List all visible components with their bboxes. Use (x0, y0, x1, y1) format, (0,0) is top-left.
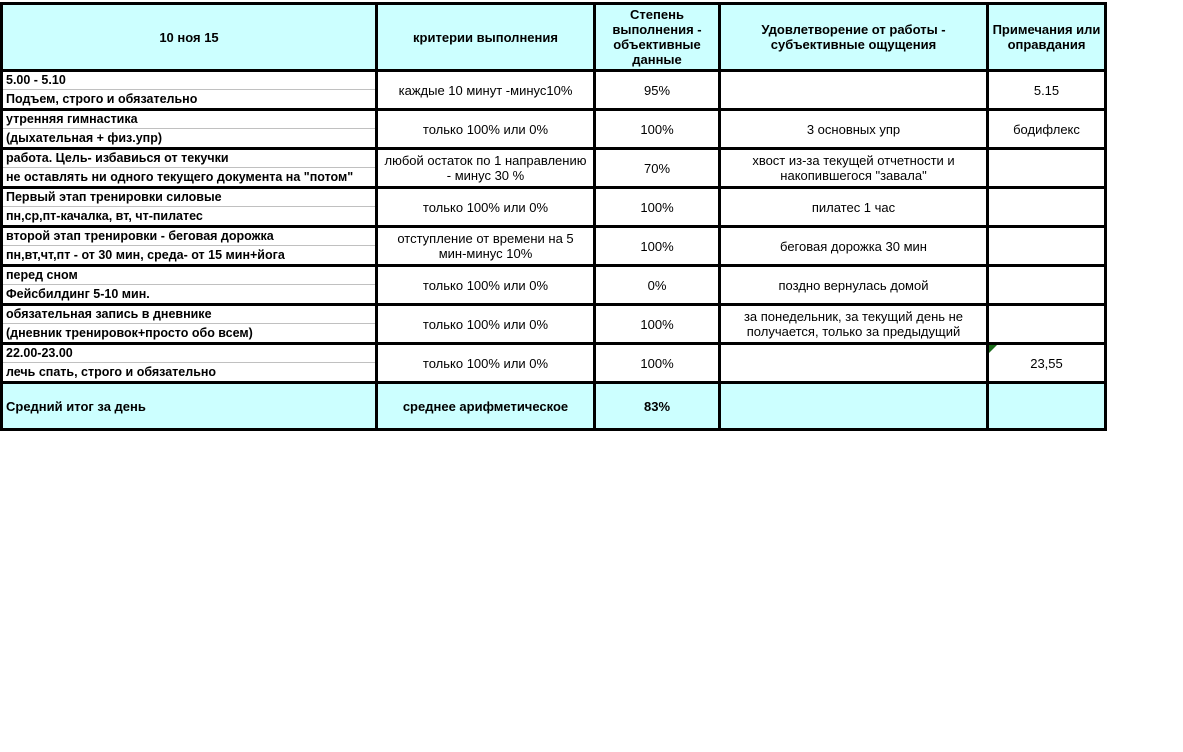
habit-tracking-table (0, 2, 1107, 431)
task-line1: работа. Цель- избавиься от текучки (6, 151, 229, 165)
summary-criteria-cell[interactable]: среднее арифметическое (377, 383, 595, 430)
note-cell[interactable] (988, 305, 1106, 344)
task-cell[interactable] (2, 110, 377, 149)
table-row (2, 344, 1106, 383)
note-cell[interactable]: 5.15 (988, 71, 1106, 110)
task-line2: лечь спать, строго и обязательно (3, 362, 375, 381)
task-line2: пн,ср,пт-качалка, вт, чт-пилатес (3, 206, 375, 225)
table-row (2, 110, 1106, 149)
satisfaction-cell[interactable]: 3 основных упр (720, 110, 988, 149)
degree-cell[interactable]: 0% (595, 266, 720, 305)
table-row (2, 227, 1106, 266)
criteria-cell[interactable]: отступление от времени на 5 мин-минус 10% (377, 227, 595, 266)
note-cell[interactable]: бодифлекс (988, 110, 1106, 149)
notes-header-cell[interactable]: Примечания или оправдания (988, 4, 1106, 71)
task-line2: Подъем, строго и обязательно (3, 89, 375, 108)
task-line2: пн,вт,чт,пт - от 30 мин, среда- от 15 мин+йога (3, 245, 375, 264)
degree-cell[interactable]: 100% (595, 305, 720, 344)
task-cell[interactable] (2, 305, 377, 344)
task-line2: Фейсбилдинг 5-10 мин. (3, 284, 375, 303)
task-line1: второй этап тренировки - беговая дорожка (6, 229, 274, 243)
task-cell[interactable] (2, 227, 377, 266)
task-cell[interactable] (2, 344, 377, 383)
task-line1: Первый этап тренировки силовые (6, 190, 222, 204)
criteria-cell[interactable]: только 100% или 0% (377, 110, 595, 149)
satisfaction-cell[interactable]: хвост из-за текущей отчетности и накопившегося "завала" (720, 149, 988, 188)
task-cell[interactable] (2, 149, 377, 188)
task-cell[interactable] (2, 71, 377, 110)
degree-cell[interactable]: 100% (595, 110, 720, 149)
table-row (2, 266, 1106, 305)
table-row (2, 305, 1106, 344)
satisfaction-cell[interactable] (720, 344, 988, 383)
satisfaction-cell[interactable]: за понедельник, за текущий день не получается, только за предыдущий (720, 305, 988, 344)
task-cell[interactable] (2, 266, 377, 305)
task-line1: 22.00-23.00 (6, 346, 73, 360)
criteria-cell[interactable]: только 100% или 0% (377, 188, 595, 227)
note-cell[interactable] (988, 266, 1106, 305)
task-line2: не оставлять ни одного текущего документа на "потом" (3, 167, 375, 186)
summary-degree-cell[interactable]: 83% (595, 383, 720, 430)
degree-cell[interactable]: 95% (595, 71, 720, 110)
summary-satisfaction-cell[interactable] (720, 383, 988, 430)
criteria-cell[interactable]: только 100% или 0% (377, 344, 595, 383)
table-row (2, 188, 1106, 227)
task-line2: (дневник тренировок+просто обо всем) (3, 323, 375, 342)
note-cell[interactable] (988, 227, 1106, 266)
summary-row (2, 383, 1106, 430)
table-row (2, 71, 1106, 110)
summary-label-cell[interactable]: Средний итог за день (2, 383, 377, 430)
note-text: 23,55 (1030, 355, 1063, 371)
criteria-cell[interactable]: только 100% или 0% (377, 305, 595, 344)
degree-header-cell[interactable]: Степень выполнения - объективные данные (595, 4, 720, 71)
criteria-cell[interactable]: каждые 10 минут -минус10% (377, 71, 595, 110)
task-line1: утренняя гимнастика (6, 112, 138, 126)
degree-cell[interactable]: 100% (595, 344, 720, 383)
degree-cell[interactable]: 100% (595, 188, 720, 227)
degree-cell[interactable]: 70% (595, 149, 720, 188)
criteria-cell[interactable]: только 100% или 0% (377, 266, 595, 305)
satisfaction-cell[interactable] (720, 71, 988, 110)
criteria-cell[interactable]: любой остаток по 1 направлению - минус 30 % (377, 149, 595, 188)
date-header-cell[interactable]: 10 ноя 15 (2, 4, 377, 71)
summary-note-cell[interactable] (988, 383, 1106, 430)
satisfaction-cell[interactable]: поздно вернулась домой (720, 266, 988, 305)
task-line1: перед сном (6, 268, 78, 282)
satisfaction-header-cell[interactable]: Удовлетворение от работы - субъективные ощущения (720, 4, 988, 71)
note-cell[interactable] (988, 344, 1106, 383)
table-row (2, 149, 1106, 188)
header-row (2, 4, 1106, 71)
task-line1: обязательная запись в дневнике (6, 307, 212, 321)
task-cell[interactable] (2, 188, 377, 227)
task-line2: (дыхательная + физ.упр) (3, 128, 375, 147)
satisfaction-cell[interactable]: пилатес 1 час (720, 188, 988, 227)
error-indicator-icon (989, 345, 997, 353)
degree-cell[interactable]: 100% (595, 227, 720, 266)
note-cell[interactable] (988, 188, 1106, 227)
task-line1: 5.00 - 5.10 (6, 73, 66, 87)
note-cell[interactable] (988, 149, 1106, 188)
criteria-header-cell[interactable]: критерии выполнения (377, 4, 595, 71)
satisfaction-cell[interactable]: беговая дорожка 30 мин (720, 227, 988, 266)
